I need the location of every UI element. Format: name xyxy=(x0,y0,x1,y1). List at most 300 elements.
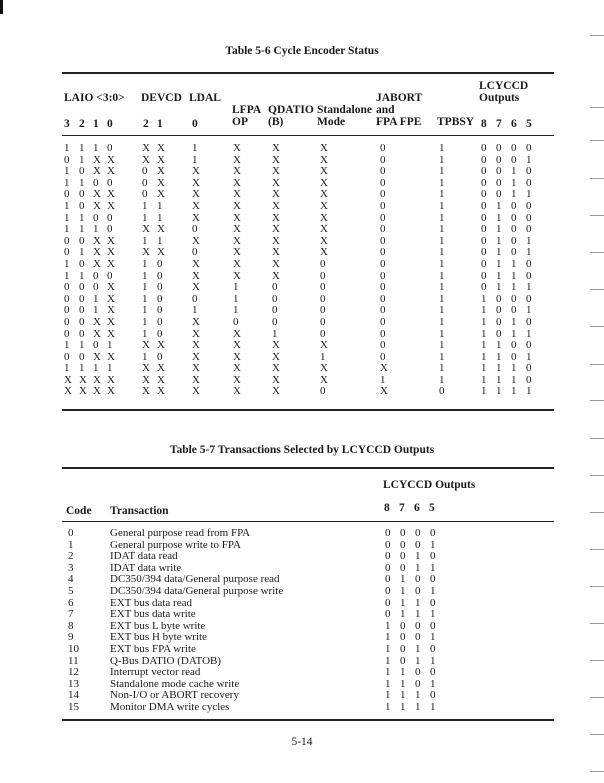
table-row xyxy=(0,340,604,352)
table-row xyxy=(0,644,604,656)
cell-tpbsy: 1 xyxy=(439,339,445,352)
cell-qdatio_b: X xyxy=(272,211,280,224)
cell-ldal: 1 xyxy=(192,142,198,154)
cell-transaction: Non-I/O or ABORT recovery xyxy=(110,689,239,702)
table-5-7-title: Table 5-7 Transactions Selected by LCYCCD Outputs xyxy=(169,444,435,456)
cell-standalone: X xyxy=(320,188,328,201)
cell-devcd-0: X xyxy=(142,362,150,375)
cell-lcyccd-3: 1 xyxy=(526,385,532,398)
cell-lfpa_op: 1 xyxy=(233,304,239,317)
cell-qdatio_b: 0 xyxy=(272,281,278,294)
header-bit-8: 8 xyxy=(384,502,390,514)
cell-lcyccd-0: 1 xyxy=(481,350,487,363)
cell-qdatio_b: X xyxy=(272,165,280,178)
table-row xyxy=(0,632,604,644)
cell-bit-7: 0 xyxy=(400,550,406,563)
header-standalone-2: Mode xyxy=(317,116,346,128)
cell-bit-7: 1 xyxy=(400,573,406,586)
cell-jabort_fpe: 0 xyxy=(380,281,386,294)
cell-lcyccd-2: 1 xyxy=(511,362,517,375)
cell-devcd-1: 0 xyxy=(157,269,163,282)
cell-lcyccd-3: 0 xyxy=(526,176,532,189)
cell-lcyccd-0: 0 xyxy=(481,269,487,282)
cell-jabort_fpe: 0 xyxy=(380,234,386,247)
cell-standalone: X xyxy=(320,176,328,189)
cell-jabort_fpe: 0 xyxy=(380,165,386,178)
cell-tpbsy: 1 xyxy=(439,373,445,386)
cell-jabort_fpe: 0 xyxy=(380,327,386,340)
cell-lfpa_op: X xyxy=(233,223,241,236)
cell-lcyccd-0: 0 xyxy=(481,281,487,294)
cell-laio-2: X xyxy=(93,257,101,270)
cell-lcyccd-1: 1 xyxy=(496,257,502,270)
cell-transaction: EXT bus L byte write xyxy=(110,619,206,632)
cell-transaction: Standalone mode cache write xyxy=(110,677,240,690)
cell-code: 3 xyxy=(68,561,74,574)
cell-laio-3: X xyxy=(107,234,115,247)
header-devcd: DEVCD xyxy=(141,92,182,104)
cell-ldal: X xyxy=(192,176,200,189)
cell-laio-3: X xyxy=(107,304,115,317)
cell-laio-1: X xyxy=(79,385,87,398)
header-devcd-bit-2: 2 xyxy=(143,118,149,130)
cell-transaction: DC350/394 data/General purpose write xyxy=(110,584,284,597)
cell-lcyccd-3: 1 xyxy=(526,350,532,363)
cell-bit-6: 0 xyxy=(415,538,421,551)
cell-laio-3: 0 xyxy=(107,223,113,236)
cell-qdatio_b: X xyxy=(272,153,280,166)
cell-laio-0: X xyxy=(64,373,72,386)
cell-ldal: 1 xyxy=(192,153,198,166)
cell-devcd-1: 0 xyxy=(157,281,163,294)
cell-transaction: IDAT data write xyxy=(110,561,182,574)
cell-standalone: X xyxy=(320,211,328,224)
cell-laio-3: X xyxy=(107,281,115,294)
cell-ldal: X xyxy=(192,211,200,224)
cell-bit-6: 1 xyxy=(415,654,421,667)
header-jabort-3: FPA FPE xyxy=(376,116,422,128)
cell-standalone: 0 xyxy=(320,385,326,398)
cell-lcyccd-0: 1 xyxy=(481,362,487,375)
cell-bit-5: 0 xyxy=(430,666,436,679)
cell-bit-6: 0 xyxy=(415,677,421,690)
cell-lcyccd-2: 0 xyxy=(511,292,517,305)
table-header-rule xyxy=(62,521,554,522)
cell-bit-8: 0 xyxy=(385,573,391,586)
cell-bit-8: 0 xyxy=(385,527,391,539)
cell-lfpa_op: X xyxy=(233,188,241,201)
cell-ldal: X xyxy=(192,327,200,340)
cell-lcyccd-3: 0 xyxy=(526,269,532,282)
cell-laio-0: 0 xyxy=(64,292,70,305)
cell-lfpa_op: 1 xyxy=(233,292,239,305)
cell-lcyccd-3: 0 xyxy=(526,339,532,352)
header-laio-bit-1: 1 xyxy=(93,118,99,130)
cell-lcyccd-3: 0 xyxy=(526,362,532,375)
cell-bit-8: 1 xyxy=(385,631,391,644)
cell-standalone: 0 xyxy=(320,304,326,317)
cell-jabort_fpe: 1 xyxy=(380,373,386,386)
cell-laio-1: 0 xyxy=(79,188,85,201)
cell-lcyccd-3: 0 xyxy=(526,199,532,212)
cell-ldal: X xyxy=(192,281,200,294)
cell-devcd-0: X xyxy=(142,385,150,398)
cell-lcyccd-3: 0 xyxy=(526,142,532,154)
cell-ldal: 0 xyxy=(192,246,198,259)
cell-lcyccd-1: 0 xyxy=(496,188,502,201)
cell-lcyccd-3: 1 xyxy=(526,281,532,294)
cell-laio-2: 0 xyxy=(93,269,99,282)
cell-lcyccd-2: 0 xyxy=(511,211,517,224)
header-bit-6: 6 xyxy=(414,502,420,514)
cell-lfpa_op: X xyxy=(233,373,241,386)
cell-ldal: X xyxy=(192,362,200,375)
cell-bit-8: 1 xyxy=(385,677,391,690)
cell-lcyccd-3: 0 xyxy=(526,211,532,224)
cell-ldal: X xyxy=(192,315,200,328)
cell-tpbsy: 1 xyxy=(439,153,445,166)
header-laio-bit-3: 3 xyxy=(64,118,70,130)
cell-laio-1: 0 xyxy=(79,257,85,270)
cell-lcyccd-3: 0 xyxy=(526,292,532,305)
cell-standalone: 0 xyxy=(320,327,326,340)
table-top-rule xyxy=(62,467,554,469)
cell-laio-2: X xyxy=(93,234,101,247)
cell-laio-3: 0 xyxy=(107,269,113,282)
cell-lcyccd-3: 0 xyxy=(526,257,532,270)
cell-lcyccd-0: 0 xyxy=(481,165,487,178)
cell-standalone: X xyxy=(320,199,328,212)
cell-bit-7: 0 xyxy=(400,631,406,644)
cell-lcyccd-3: 0 xyxy=(526,315,532,328)
cell-lcyccd-2: 1 xyxy=(511,281,517,294)
cell-lcyccd-3: 0 xyxy=(526,373,532,386)
cell-tpbsy: 1 xyxy=(439,246,445,259)
cell-ldal: X xyxy=(192,339,200,352)
cell-devcd-1: 0 xyxy=(157,327,163,340)
cell-lcyccd-0: 0 xyxy=(481,176,487,189)
cell-tpbsy: 1 xyxy=(439,165,445,178)
cell-lcyccd-2: 1 xyxy=(511,385,517,398)
header-ldal-bit-0: 0 xyxy=(192,118,198,130)
cell-qdatio_b: 0 xyxy=(272,304,278,317)
cell-lfpa_op: X xyxy=(233,350,241,363)
header-lcyccd-1: LCYCCD xyxy=(479,80,529,92)
cell-qdatio_b: X xyxy=(272,257,280,270)
cell-bit-6: 1 xyxy=(415,561,421,574)
cell-lfpa_op: 1 xyxy=(233,281,239,294)
cell-bit-7: 0 xyxy=(400,654,406,667)
cell-standalone: 0 xyxy=(320,315,326,328)
cell-bit-8: 0 xyxy=(385,550,391,563)
cell-bit-8: 0 xyxy=(385,561,391,574)
cell-laio-2: 1 xyxy=(93,292,99,305)
cell-code: 12 xyxy=(68,666,79,679)
cell-bit-7: 0 xyxy=(400,642,406,655)
cell-devcd-1: 1 xyxy=(157,199,163,212)
cell-lcyccd-3: 1 xyxy=(526,246,532,259)
cell-laio-0: X xyxy=(64,385,72,398)
cell-devcd-0: 1 xyxy=(142,234,148,247)
cell-tpbsy: 1 xyxy=(439,142,445,154)
header-transaction: Transaction xyxy=(110,505,169,517)
cell-devcd-0: X xyxy=(142,246,150,259)
cell-laio-0: 1 xyxy=(64,142,70,154)
cell-devcd-0: 1 xyxy=(142,304,148,317)
cell-lcyccd-0: 0 xyxy=(481,211,487,224)
cell-lfpa_op: X xyxy=(233,153,241,166)
cell-laio-0: 0 xyxy=(64,188,70,201)
cell-qdatio_b: X xyxy=(272,373,280,386)
cell-qdatio_b: 1 xyxy=(272,327,278,340)
cell-laio-2: X xyxy=(93,373,101,386)
cell-ldal: X xyxy=(192,257,200,270)
cell-lcyccd-1: 1 xyxy=(496,385,502,398)
cell-bit-7: 1 xyxy=(400,689,406,702)
cell-laio-3: 0 xyxy=(107,142,113,154)
cell-standalone: 1 xyxy=(320,350,326,363)
cell-tpbsy: 1 xyxy=(439,176,445,189)
cell-code: 0 xyxy=(68,527,74,539)
header-lfpa-2: OP xyxy=(232,116,248,128)
cell-qdatio_b: X xyxy=(272,339,280,352)
cell-laio-1: 0 xyxy=(79,327,85,340)
cell-devcd-0: 1 xyxy=(142,315,148,328)
cell-devcd-0: X xyxy=(142,153,150,166)
cell-lcyccd-0: 0 xyxy=(481,246,487,259)
header-code: Code xyxy=(66,505,92,517)
cell-tpbsy: 1 xyxy=(439,327,445,340)
cell-ldal: X xyxy=(192,234,200,247)
cell-laio-0: 0 xyxy=(64,234,70,247)
cell-laio-1: 1 xyxy=(79,339,85,352)
cell-laio-2: X xyxy=(93,327,101,340)
cell-lfpa_op: X xyxy=(233,142,241,154)
cell-jabort_fpe: 0 xyxy=(380,176,386,189)
cell-jabort_fpe: X xyxy=(380,362,388,375)
cell-laio-1: 1 xyxy=(79,153,85,166)
cell-laio-3: X xyxy=(107,350,115,363)
cell-lfpa_op: X xyxy=(233,246,241,259)
cell-devcd-1: 1 xyxy=(157,234,163,247)
cell-lcyccd-3: 1 xyxy=(526,188,532,201)
cell-code: 9 xyxy=(68,631,74,644)
cell-lcyccd-0: 1 xyxy=(481,327,487,340)
cell-devcd-1: X xyxy=(157,373,165,386)
cell-laio-2: X xyxy=(93,385,101,398)
cell-bit-6: 0 xyxy=(415,619,421,632)
cell-bit-8: 1 xyxy=(385,642,391,655)
cell-code: 2 xyxy=(68,550,74,563)
cell-laio-1: 1 xyxy=(79,211,85,224)
cell-lcyccd-0: 1 xyxy=(481,385,487,398)
cell-devcd-1: 0 xyxy=(157,257,163,270)
cell-lcyccd-2: 0 xyxy=(511,339,517,352)
cell-bit-7: 1 xyxy=(400,700,406,713)
cell-laio-0: 1 xyxy=(64,339,70,352)
cell-tpbsy: 1 xyxy=(439,281,445,294)
cell-devcd-0: X xyxy=(142,142,150,154)
table-row xyxy=(0,551,604,563)
table-row xyxy=(0,563,604,575)
cell-devcd-0: 0 xyxy=(142,165,148,178)
cell-jabort_fpe: 0 xyxy=(380,257,386,270)
cell-lcyccd-2: 1 xyxy=(511,257,517,270)
page-number: 5-14 xyxy=(291,736,313,748)
header-devcd-bit-1: 1 xyxy=(157,118,163,130)
cell-lcyccd-1: 0 xyxy=(496,176,502,189)
cell-laio-0: 0 xyxy=(64,153,70,166)
cell-bit-5: 1 xyxy=(430,561,436,574)
table-row xyxy=(0,259,604,271)
cell-lcyccd-2: 0 xyxy=(511,199,517,212)
cell-qdatio_b: X xyxy=(272,142,280,154)
table-row xyxy=(0,656,604,668)
scan-edge-mark xyxy=(0,0,3,14)
cell-lcyccd-1: 1 xyxy=(496,246,502,259)
table-row xyxy=(0,621,604,633)
cell-lcyccd-0: 0 xyxy=(481,223,487,236)
cell-bit-5: 0 xyxy=(430,527,436,539)
cell-lfpa_op: X xyxy=(233,385,241,398)
cell-lcyccd-0: 1 xyxy=(481,373,487,386)
cell-lcyccd-3: 1 xyxy=(526,234,532,247)
table-row xyxy=(0,224,604,236)
header-lfpa-1: LFPA xyxy=(232,104,262,116)
cell-laio-2: 1 xyxy=(93,304,99,317)
cell-lfpa_op: X xyxy=(233,165,241,178)
cell-tpbsy: 1 xyxy=(439,350,445,363)
cell-laio-2: X xyxy=(93,315,101,328)
cell-qdatio_b: X xyxy=(272,176,280,189)
cell-lcyccd-3: 1 xyxy=(526,304,532,317)
cell-laio-2: X xyxy=(93,165,101,178)
cell-lcyccd-1: 0 xyxy=(496,304,502,317)
cell-laio-0: 0 xyxy=(64,315,70,328)
cell-lfpa_op: X xyxy=(233,234,241,247)
table-row xyxy=(0,528,604,540)
cell-laio-3: X xyxy=(107,385,115,398)
header-jabort-2: and xyxy=(376,104,395,116)
cell-lcyccd-2: 1 xyxy=(511,165,517,178)
cell-lcyccd-3: 1 xyxy=(526,327,532,340)
cell-lcyccd-0: 1 xyxy=(481,292,487,305)
cell-lcyccd-0: 1 xyxy=(481,315,487,328)
table-row xyxy=(0,201,604,213)
table-row xyxy=(0,690,604,702)
cell-standalone: X xyxy=(320,246,328,259)
table-5-7-body xyxy=(0,528,604,714)
cell-tpbsy: 1 xyxy=(439,223,445,236)
cell-devcd-1: 0 xyxy=(157,292,163,305)
header-qdatio-1: QDATIO xyxy=(268,104,314,116)
cell-transaction: Monitor DMA write cycles xyxy=(110,700,230,713)
cell-laio-3: X xyxy=(107,315,115,328)
cell-transaction: Interrupt vector read xyxy=(110,666,201,679)
cell-bit-6: 0 xyxy=(415,666,421,679)
cell-jabort_fpe: 0 xyxy=(380,292,386,305)
cell-jabort_fpe: 0 xyxy=(380,211,386,224)
cell-laio-1: 0 xyxy=(79,350,85,363)
header-lcyccd-outputs: LCYCCD Outputs xyxy=(383,479,476,491)
cell-lcyccd-0: 1 xyxy=(481,339,487,352)
cell-qdatio_b: X xyxy=(272,188,280,201)
cell-laio-2: 1 xyxy=(93,223,99,236)
cell-devcd-1: X xyxy=(157,362,165,375)
cell-devcd-1: 1 xyxy=(157,211,163,224)
cell-bit-8: 1 xyxy=(385,654,391,667)
cell-devcd-1: 0 xyxy=(157,350,163,363)
header-lcyccd-bit-8: 8 xyxy=(481,118,487,130)
cell-devcd-0: 1 xyxy=(142,211,148,224)
cell-lcyccd-1: 1 xyxy=(496,234,502,247)
cell-ldal: 0 xyxy=(192,223,198,236)
cell-tpbsy: 1 xyxy=(439,269,445,282)
cell-qdatio_b: X xyxy=(272,269,280,282)
cell-transaction: Q-Bus DATIO (DATOB) xyxy=(110,654,222,667)
cell-transaction: EXT bus H byte write xyxy=(110,631,207,644)
cell-tpbsy: 0 xyxy=(439,385,445,398)
cell-laio-1: 1 xyxy=(79,142,85,154)
cell-bit-5: 0 xyxy=(430,596,436,609)
header-laio-bit-2: 2 xyxy=(79,118,85,130)
cell-laio-2: X xyxy=(93,350,101,363)
cell-laio-2: 0 xyxy=(93,281,99,294)
cell-jabort_fpe: 0 xyxy=(380,315,386,328)
cell-bit-8: 1 xyxy=(385,666,391,679)
cell-lcyccd-2: 1 xyxy=(511,315,517,328)
cell-bit-6: 0 xyxy=(415,573,421,586)
cell-lcyccd-2: 1 xyxy=(511,269,517,282)
cell-lcyccd-1: 1 xyxy=(496,211,502,224)
cell-lcyccd-0: 0 xyxy=(481,188,487,201)
cell-laio-3: X xyxy=(107,373,115,386)
cell-ldal: X xyxy=(192,350,200,363)
cell-devcd-0: 1 xyxy=(142,269,148,282)
header-bit-5: 5 xyxy=(429,502,435,514)
cell-lcyccd-2: 0 xyxy=(511,223,517,236)
cell-bit-7: 0 xyxy=(400,619,406,632)
cell-laio-3: 0 xyxy=(107,211,113,224)
cell-devcd-0: X xyxy=(142,373,150,386)
cell-code: 11 xyxy=(68,654,79,667)
cell-lfpa_op: X xyxy=(233,257,241,270)
cell-devcd-1: X xyxy=(157,176,165,189)
cell-laio-1: 0 xyxy=(79,304,85,317)
cell-laio-1: 1 xyxy=(79,362,85,375)
cell-lcyccd-1: 0 xyxy=(496,327,502,340)
cell-code: 6 xyxy=(68,596,74,609)
cell-code: 14 xyxy=(68,689,79,702)
header-ldal: LDAL xyxy=(189,92,221,104)
cell-qdatio_b: X xyxy=(272,234,280,247)
cell-tpbsy: 1 xyxy=(439,199,445,212)
cell-qdatio_b: X xyxy=(272,199,280,212)
cell-tpbsy: 1 xyxy=(439,292,445,305)
cell-jabort_fpe: 0 xyxy=(380,246,386,259)
cell-lcyccd-2: 0 xyxy=(511,234,517,247)
cell-ldal: X xyxy=(192,199,200,212)
cell-ldal: X xyxy=(192,373,200,386)
cell-lfpa_op: X xyxy=(233,199,241,212)
cell-laio-0: 1 xyxy=(64,176,70,189)
cell-bit-7: 0 xyxy=(400,527,406,539)
cell-transaction: EXT bus data read xyxy=(110,596,192,609)
cell-lcyccd-1: 1 xyxy=(496,350,502,363)
header-laio: LAIO <3:0> xyxy=(64,92,125,104)
cell-lcyccd-1: 0 xyxy=(496,292,502,305)
cell-code: 10 xyxy=(68,642,79,655)
